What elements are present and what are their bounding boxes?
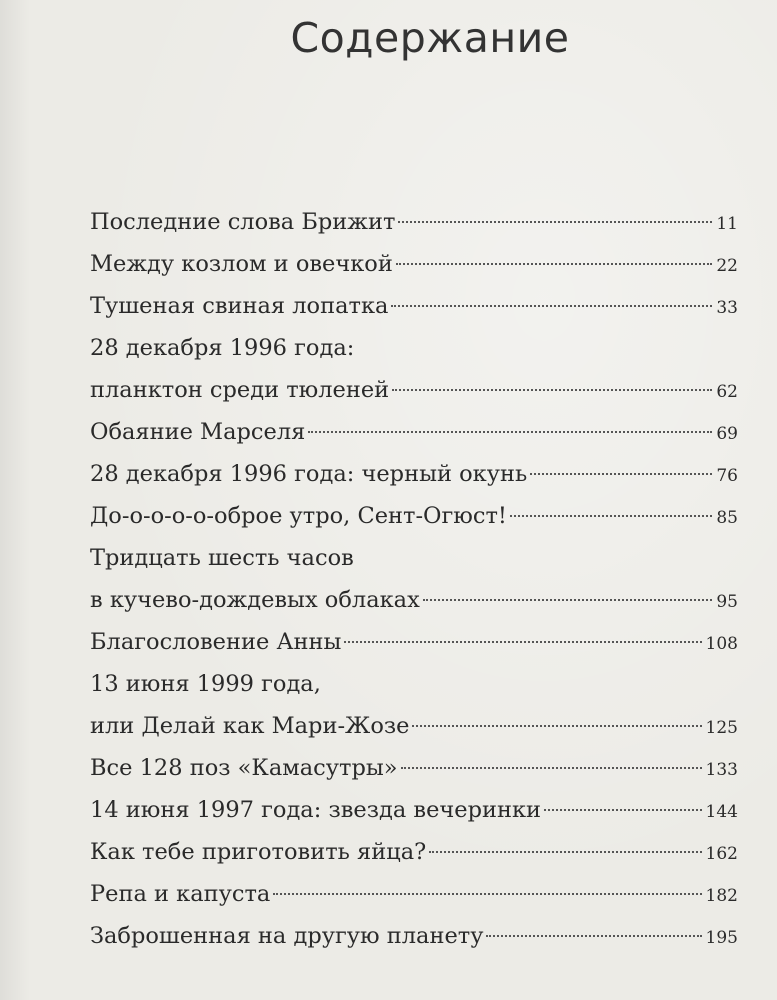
- toc-entry: [90, 495, 738, 537]
- toc-entry-line: [90, 495, 738, 537]
- toc-entry: [90, 789, 738, 831]
- dot-leader: [308, 431, 712, 433]
- toc-entry-line: [90, 579, 738, 621]
- dot-leader: [486, 935, 701, 937]
- toc-entry-title: Последние слова Брижит: [90, 209, 396, 235]
- toc-page-number: 108: [705, 634, 738, 654]
- toc-entry-line: [90, 201, 738, 243]
- toc-entry: [90, 243, 738, 285]
- toc-page-number: 162: [705, 844, 738, 864]
- toc-entry: [90, 327, 738, 411]
- dot-leader: [544, 809, 702, 811]
- toc-entry-line: [90, 285, 738, 327]
- toc-entry: [90, 621, 738, 663]
- toc-page-number: 85: [716, 508, 738, 528]
- toc-page-number: 195: [705, 928, 738, 948]
- toc-entry-title: Заброшенная на другую планету: [90, 923, 484, 949]
- toc-entry-line: [90, 873, 738, 915]
- dot-leader: [398, 221, 712, 223]
- dot-leader: [429, 851, 701, 853]
- toc-page-number: 76: [716, 466, 738, 486]
- toc-entry-line: [90, 369, 738, 411]
- toc-page-number: 62: [716, 382, 738, 402]
- toc-entry-title: Репа и капуста: [90, 881, 271, 907]
- toc-page-number: 125: [705, 718, 738, 738]
- toc-entry-title: или Делай как Мари-Жозе: [90, 713, 410, 739]
- toc-entry-title: 28 декабря 1996 года: черный окунь: [90, 461, 528, 487]
- toc-page-number: 95: [716, 592, 738, 612]
- toc-entry-title: 13 июня 1999 года,: [90, 671, 321, 697]
- toc-entry-title: До-о-о-о-о-оброе утро, Сент-Огюст!: [90, 503, 507, 529]
- toc-entry-line: [90, 411, 738, 453]
- dot-leader: [396, 263, 713, 265]
- toc-entry: [90, 411, 738, 453]
- toc-entry-line: [90, 831, 738, 873]
- toc-entry-title: Между козлом и овечкой: [90, 251, 393, 277]
- toc-entry-title: планктон среди тюленей: [90, 377, 390, 403]
- toc-entry-line: [90, 327, 738, 369]
- toc-page-number: 133: [705, 760, 738, 780]
- toc-entry: [90, 663, 738, 747]
- page-title: Содержание: [290, 14, 570, 62]
- toc-page-number: 182: [705, 886, 738, 906]
- toc-entry-line: [90, 453, 738, 495]
- toc-entry-title: в кучево-дождевых облаках: [90, 587, 420, 613]
- toc-entry-line: [90, 915, 738, 957]
- dot-leader: [412, 725, 701, 727]
- dot-leader: [401, 767, 702, 769]
- toc-entry-title: Благословение Анны: [90, 629, 342, 655]
- toc-entry-title: Обаяние Марселя: [90, 419, 306, 445]
- toc-entry-title: Тридцать шесть часов: [90, 545, 354, 571]
- toc-page-number: 11: [716, 214, 738, 234]
- dot-leader: [273, 893, 701, 895]
- toc-entry: [90, 915, 738, 957]
- dot-leader: [510, 515, 712, 517]
- toc-entry-title: 14 июня 1997 года: звезда вечеринки: [90, 797, 542, 823]
- toc-page-number: 33: [716, 298, 738, 318]
- toc-page-number: 69: [716, 424, 738, 444]
- toc-entry-line: [90, 663, 738, 705]
- toc-entry-line: [90, 705, 738, 747]
- toc-page-number: 22: [716, 256, 738, 276]
- dot-leader: [530, 473, 712, 475]
- toc-entry: [90, 285, 738, 327]
- toc-entry: [90, 537, 738, 621]
- toc-entry-title: 28 декабря 1996 года:: [90, 335, 355, 361]
- table-of-contents: [90, 201, 738, 957]
- toc-entry-title: Как тебе приготовить яйца?: [90, 839, 427, 865]
- dot-leader: [392, 389, 712, 391]
- toc-entry: [90, 747, 738, 789]
- toc-entry-title: Все 128 поз «Камасутры»: [90, 755, 398, 781]
- toc-page-number: 144: [705, 802, 738, 822]
- toc-entry: [90, 453, 738, 495]
- dot-leader: [423, 599, 713, 601]
- toc-entry: [90, 873, 738, 915]
- dot-leader: [391, 305, 712, 307]
- toc-entry-line: [90, 747, 738, 789]
- toc-entry-line: [90, 537, 738, 579]
- toc-entry-line: [90, 789, 738, 831]
- toc-entry-line: [90, 621, 738, 663]
- toc-entry: [90, 831, 738, 873]
- toc-entry-title: Тушеная свиная лопатка: [90, 293, 389, 319]
- toc-entry-line: [90, 243, 738, 285]
- dot-leader: [344, 641, 701, 643]
- toc-entry: [90, 201, 738, 243]
